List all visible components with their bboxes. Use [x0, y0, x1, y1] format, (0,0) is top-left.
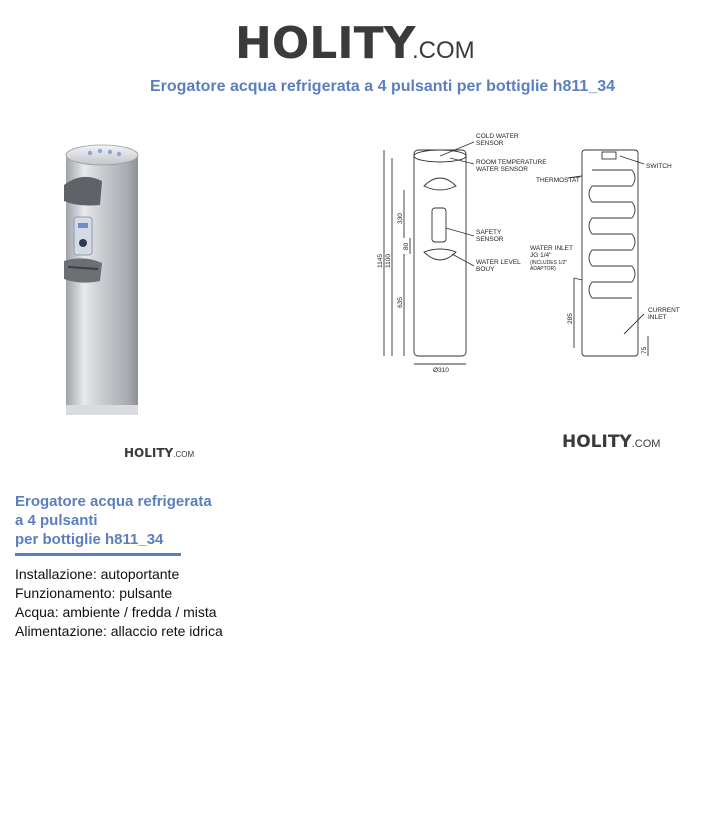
label-room-temp: ROOM TEMPERATURE [476, 159, 547, 166]
dim-635: 635 [397, 297, 404, 308]
title-underline [15, 553, 181, 556]
spec-funzionamento: Funzionamento: pulsante [15, 585, 173, 601]
label-safety-2: SENSOR [476, 236, 504, 243]
spec-list [15, 565, 223, 641]
page-title: Erogatore acqua refrigerata a 4 pulsanti per bottiglie h811_34 [149, 78, 616, 95]
dim-285: 285 [567, 313, 574, 324]
label-water-inlet-3: (INCLUDES 1/2" [530, 260, 568, 266]
brand-logo[interactable] [0, 14, 720, 70]
small-logo-left [124, 446, 194, 460]
small-logo-right-suffix: .COM [631, 438, 661, 450]
holity-logo [235, 14, 485, 70]
small-logo-right-text: HOLITY [562, 432, 632, 452]
dim-total-height: 1145 [377, 254, 384, 268]
spec-acqua: Acqua: ambiente / fredda / mista [15, 604, 217, 620]
small-logo-left-text: HOLITY [124, 446, 174, 460]
dim-80: 80 [403, 242, 410, 250]
label-cold-sensor: COLD WATER [476, 133, 519, 140]
label-water-level: WATER LEVEL [476, 259, 521, 266]
label-safety: SAFETY [476, 229, 502, 236]
product-title-line: a 4 pulsanti [15, 512, 98, 529]
label-current-inlet-2: INLET [648, 314, 667, 321]
logo-suffix: .COM [412, 37, 475, 64]
dim-diameter: Ø310 [433, 367, 449, 374]
logo-wordmark: HOLITY [235, 18, 416, 69]
spec-installazione: Installazione: autoportante [15, 566, 180, 582]
label-switch: SWITCH [646, 163, 672, 170]
technical-drawing [370, 128, 690, 376]
dim-330: 330 [397, 213, 404, 224]
product-photo [62, 143, 142, 415]
small-logo-right [562, 432, 660, 452]
dim-height-1100: 1100 [385, 254, 392, 268]
dim-75: 75 [641, 346, 648, 354]
small-logo-left-suffix: .COM [173, 450, 195, 459]
label-water-inlet: WATER INLET [530, 245, 573, 252]
product-title-line: Erogatore acqua refrigerata [15, 493, 212, 510]
label-room-temp-2: WATER SENSOR [476, 166, 529, 173]
label-water-inlet-2: JG 1/4" [530, 252, 552, 259]
label-cold-sensor-2: SENSOR [476, 140, 504, 147]
product-title [15, 492, 255, 549]
label-thermostat: THERMOSTAT [536, 177, 580, 184]
label-water-inlet-4: ADAPTOR) [530, 266, 556, 272]
label-current-inlet: CURRENT [648, 307, 680, 314]
spec-alimentazione: Alimentazione: allaccio rete idrica [15, 623, 223, 639]
label-water-level-2: BOUY [476, 266, 495, 273]
product-title-line: per bottiglie h811_34 [15, 531, 164, 548]
